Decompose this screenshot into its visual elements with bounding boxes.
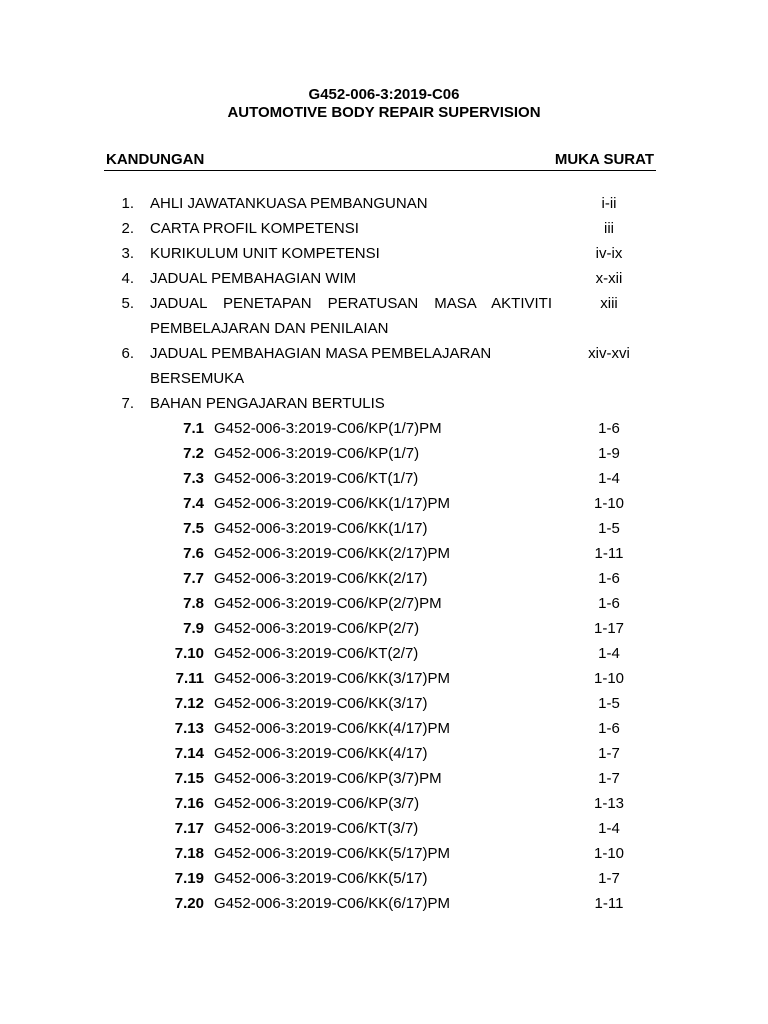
document-title: AUTOMOTIVE BODY REPAIR SUPERVISION xyxy=(227,104,541,121)
toc-subitem-code: G452-006-3:2019-C06/KK(3/17)PM xyxy=(214,670,450,687)
toc-subitem-pages: 1-6 xyxy=(598,420,620,437)
toc-subitem xyxy=(0,495,768,520)
toc-subitem-number: 7.8 xyxy=(183,595,204,612)
toc-subitem-code: G452-006-3:2019-C06/KP(1/7)PM xyxy=(214,420,442,437)
toc-subitem-pages: 1-10 xyxy=(593,495,625,512)
toc-subitem-pages: 1-6 xyxy=(598,570,620,587)
toc-subitem-pages: 1-4 xyxy=(598,645,620,662)
toc-subitem-code: G452-006-3:2019-C06/KP(2/7) xyxy=(214,620,420,637)
toc-subitem-code: G452-006-3:2019-C06/KK(4/17)PM xyxy=(214,720,450,737)
toc-item-title xyxy=(150,395,552,420)
toc-item-number: 1. xyxy=(121,195,134,212)
toc-item-pages: iv-ix xyxy=(595,245,623,262)
toc-item-number: 7. xyxy=(121,395,134,412)
toc-subitem-code: G452-006-3:2019-C06/KP(1/7) xyxy=(214,445,420,462)
toc-subitem-code: G452-006-3:2019-C06/KK(4/17) xyxy=(214,745,428,762)
toc-item xyxy=(0,270,768,295)
toc-item xyxy=(0,220,768,245)
toc-subitem-code: G452-006-3:2019-C06/KK(1/17)PM xyxy=(214,495,450,512)
toc-subitem xyxy=(0,520,768,545)
toc-subitem-pages: 1-13 xyxy=(593,795,625,812)
toc-item-title-line: KURIKULUM UNIT KOMPETENSI xyxy=(150,245,380,262)
toc-subitem-pages: 1-7 xyxy=(598,870,620,887)
toc-subitem xyxy=(0,895,768,920)
toc-item-pages: i-ii xyxy=(601,195,617,212)
toc-item-pages: x-xii xyxy=(595,270,623,287)
toc-subitem-code: G452-006-3:2019-C06/KK(2/17)PM xyxy=(214,545,450,562)
toc-subitem-number: 7.14 xyxy=(174,745,204,762)
toc-item xyxy=(0,195,768,220)
toc-subitem-pages: 1-7 xyxy=(598,770,620,787)
toc-subitem-code: G452-006-3:2019-C06/KK(1/17) xyxy=(214,520,428,537)
toc-item-title-line: JADUAL PENETAPAN PERATUSAN MASA AKTIVITI xyxy=(150,295,552,312)
toc-item-title-line: BAHAN PENGAJARAN BERTULIS xyxy=(150,395,385,412)
contents-header xyxy=(104,152,656,171)
toc-subitem xyxy=(0,595,768,620)
toc-subitem xyxy=(0,420,768,445)
toc-subitem xyxy=(0,445,768,470)
toc-subitem-number: 7.16 xyxy=(174,795,204,812)
toc-item-pages: iii xyxy=(604,220,614,237)
toc-subitem xyxy=(0,645,768,670)
toc-subitem-number: 7.4 xyxy=(183,495,204,512)
toc-item-title xyxy=(150,270,552,295)
toc-subitem-pages: 1-10 xyxy=(593,670,625,687)
toc-item-title-line: PEMBELAJARAN DAN PENILAIAN xyxy=(150,320,389,337)
toc-item xyxy=(0,345,768,395)
toc-subitem-number: 7.6 xyxy=(183,545,204,562)
page-number-label: MUKA SURAT xyxy=(554,151,654,168)
table-of-contents xyxy=(0,195,768,920)
toc-subitem-pages: 1-6 xyxy=(598,595,620,612)
toc-item-title xyxy=(150,245,552,270)
toc-subitem-code: G452-006-3:2019-C06/KT(1/7) xyxy=(214,470,419,487)
toc-subitem-number: 7.13 xyxy=(174,720,204,737)
toc-subitem xyxy=(0,620,768,645)
toc-item-number: 3. xyxy=(121,245,134,262)
toc-subitem-number: 7.10 xyxy=(174,645,204,662)
toc-subitem-pages: 1-7 xyxy=(598,745,620,762)
toc-item-title xyxy=(150,295,552,345)
toc-subitem-number: 7.2 xyxy=(183,445,204,462)
toc-item-pages: xiii xyxy=(600,295,618,312)
toc-item xyxy=(0,295,768,345)
toc-subitem-number: 7.1 xyxy=(183,420,204,437)
toc-subitem-code: G452-006-3:2019-C06/KK(3/17) xyxy=(214,695,428,712)
toc-subitem-pages: 1-11 xyxy=(594,895,624,912)
toc-subitem-number: 7.20 xyxy=(174,895,204,912)
toc-subitem xyxy=(0,545,768,570)
toc-item-title-line: BERSEMUKA xyxy=(150,370,245,387)
toc-subitem xyxy=(0,820,768,845)
toc-subitem-number: 7.5 xyxy=(183,520,204,537)
toc-subitem-pages: 1-9 xyxy=(598,445,620,462)
toc-subitem-number: 7.15 xyxy=(174,770,204,787)
toc-subitem-number: 7.9 xyxy=(183,620,204,637)
toc-subitem xyxy=(0,720,768,745)
toc-item-number: 2. xyxy=(121,220,134,237)
toc-subitem xyxy=(0,745,768,770)
toc-subitem xyxy=(0,845,768,870)
toc-item-number: 5. xyxy=(121,295,134,312)
toc-item-title-line: AHLI JAWATANKUASA PEMBANGUNAN xyxy=(150,195,428,212)
toc-item-title xyxy=(150,220,552,245)
toc-subitem xyxy=(0,670,768,695)
toc-subitem-number: 7.11 xyxy=(175,670,204,687)
toc-item-title-line: JADUAL PEMBAHAGIAN WIM xyxy=(150,270,357,287)
toc-item xyxy=(0,245,768,270)
toc-subitem-number: 7.17 xyxy=(174,820,204,837)
toc-subitem-code: G452-006-3:2019-C06/KK(6/17)PM xyxy=(214,895,450,912)
toc-subitem-pages: 1-6 xyxy=(598,720,620,737)
document-code: G452-006-3:2019-C06 xyxy=(308,86,460,103)
toc-subitem xyxy=(0,870,768,895)
toc-item-title-line: JADUAL PEMBAHAGIAN MASA PEMBELAJARAN xyxy=(150,345,492,362)
toc-subitem-pages: 1-4 xyxy=(598,470,620,487)
toc-subitem-number: 7.7 xyxy=(183,570,204,587)
toc-item-title xyxy=(150,345,552,395)
toc-subitem xyxy=(0,770,768,795)
toc-subitem-pages: 1-11 xyxy=(594,545,624,562)
toc-subitem-code: G452-006-3:2019-C06/KP(3/7)PM xyxy=(214,770,442,787)
toc-subitem-code: G452-006-3:2019-C06/KP(3/7) xyxy=(214,795,420,812)
toc-item-number: 4. xyxy=(121,270,134,287)
toc-subitem-code: G452-006-3:2019-C06/KT(2/7) xyxy=(214,645,419,662)
toc-subitem xyxy=(0,795,768,820)
toc-subitem-code: G452-006-3:2019-C06/KP(2/7)PM xyxy=(214,595,442,612)
toc-subitem xyxy=(0,570,768,595)
contents-label: KANDUNGAN xyxy=(106,151,205,168)
toc-subitem-number: 7.12 xyxy=(174,695,204,712)
toc-item-pages: xiv-xvi xyxy=(588,345,630,362)
toc-subitem-number: 7.19 xyxy=(174,870,204,887)
toc-subitem-code: G452-006-3:2019-C06/KT(3/7) xyxy=(214,820,419,837)
toc-subitem-number: 7.3 xyxy=(183,470,204,487)
toc-subitem-pages: 1-4 xyxy=(598,820,620,837)
toc-subitem xyxy=(0,695,768,720)
toc-item-number: 6. xyxy=(121,345,134,362)
toc-subitem xyxy=(0,470,768,495)
toc-subitem-pages: 1-17 xyxy=(593,620,625,637)
toc-subitem-code: G452-006-3:2019-C06/KK(5/17) xyxy=(214,870,428,887)
toc-subitem-code: G452-006-3:2019-C06/KK(5/17)PM xyxy=(214,845,450,862)
toc-item-title-line: CARTA PROFIL KOMPETENSI xyxy=(150,220,359,237)
toc-subitem-number: 7.18 xyxy=(174,845,204,862)
toc-subitem-pages: 1-5 xyxy=(598,695,620,712)
toc-subitem-pages: 1-10 xyxy=(593,845,625,862)
toc-item xyxy=(0,395,768,420)
toc-item-title xyxy=(150,195,552,220)
toc-subitem-code: G452-006-3:2019-C06/KK(2/17) xyxy=(214,570,428,587)
toc-subitem-pages: 1-5 xyxy=(598,520,620,537)
